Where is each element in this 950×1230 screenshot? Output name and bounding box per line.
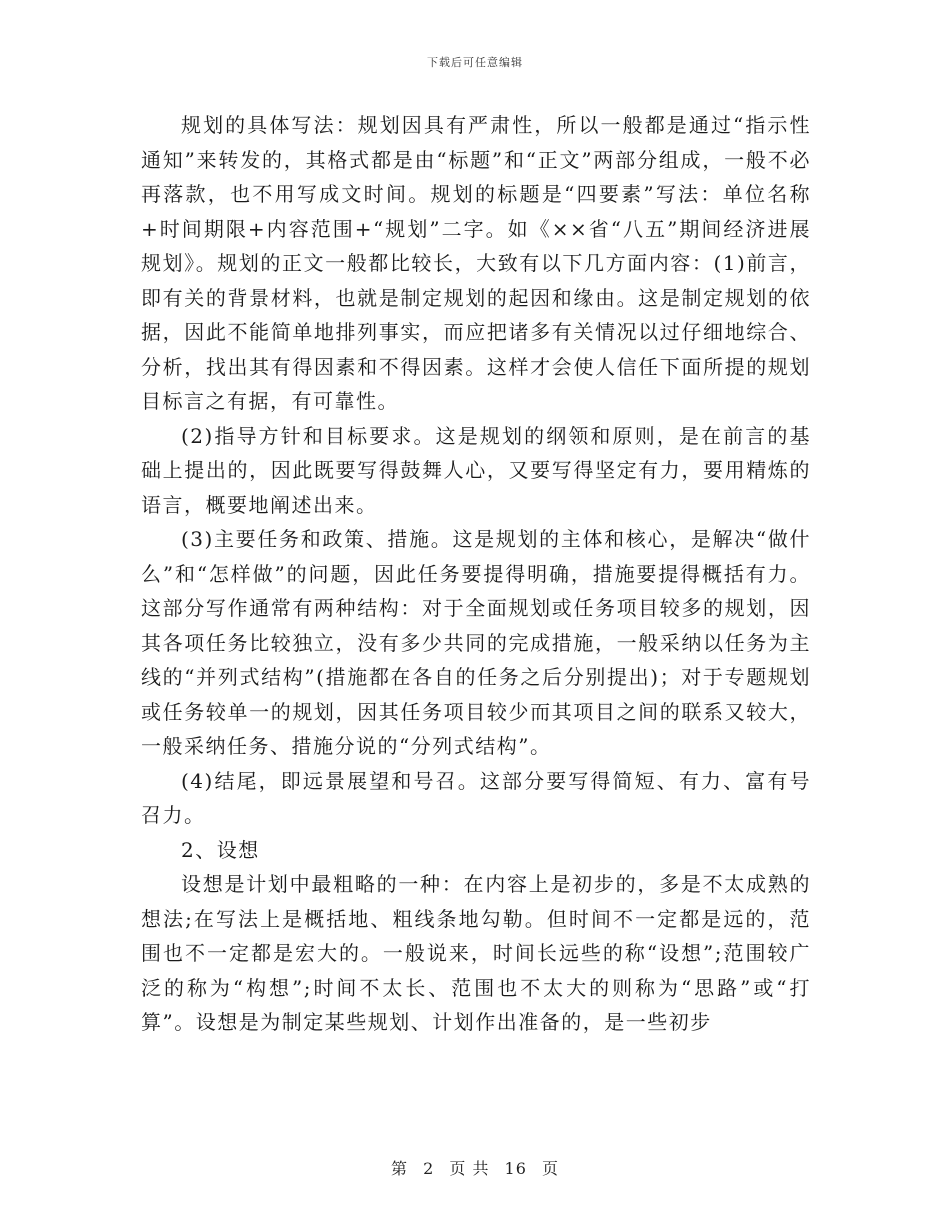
- footer-middle: 页 共: [449, 1159, 490, 1178]
- paragraph-idea: 设想是计划中最粗略的一种：在内容上是初步的，多是不太成熟的想法;在写法上是概括地、粗线条地勾勒。但时间不一定都是远的，范围也不一定都是宏大的。一般说来，时间长远些的称“设想”;范围较广泛的称为“构想”;时间不太长、范围也不太大的则称为“思路”或“打算”。设想是为制定某些规划、计划作出准备的，是一些初步: [141, 872, 811, 1034]
- page-header-note: 下载后可任意编辑: [427, 56, 523, 69]
- footer-prefix: 第: [390, 1159, 408, 1178]
- page-footer: [0, 1156, 950, 1179]
- paragraph-main-tasks: (3)主要任务和政策、措施。这是规划的主体和核心，是解决“做什么”和“怎样做”的问题，因此任务要提得明确，措施要提得概括有力。这部分写作通常有两种结构：对于全面规划或任务项目较多的规划，因其各项任务比较独立，没有多少共同的完成措施，一般采纳以任务为主线的“并列式结构”(措施都在各自的任务之后分别提出)；对于专题规划或任务较单一的规划，因其任务项目较少而其项目之间的联系又较大，一般采纳任务、措施分说的“分列式结构”。: [141, 527, 811, 758]
- footer-suffix: 页: [542, 1159, 560, 1178]
- section-heading-idea: 2、设想: [181, 837, 260, 862]
- total-pages: 16: [504, 1159, 527, 1178]
- document-body: [141, 108, 811, 1040]
- paragraph-plan-writing: 规划的具体写法：规划因具有严肃性，所以一般都是通过“指示性通知”来转发的，其格式都是由“标题”和“正文”两部分组成，一般不必再落款，也不用写成文时间。规划的标题是“四要素”写法：单位名称+时间期限+内容范围+“规划”二字。如《××省“八五”期间经济进展规划》。规划的正文一般都比较长，大致有以下几方面内容：(1)前言，即有关的背景材料，也就是制定规划的起因和缘由。这是制定规划的依据，因此不能简单地排列事实，而应把诸多有关情况以过仔细地综合、分析，找出其有得因素和不得因素。这样才会使人信任下面所提的规划目标言之有据，有可靠性。: [141, 113, 811, 413]
- page-number: 2: [423, 1159, 435, 1178]
- paragraph-guiding-principles: (2)指导方针和目标要求。这是规划的纲领和原则，是在前言的基础上提出的，因此既要写得鼓舞人心，又要写得坚定有力，要用精炼的语言，概要地阐述出来。: [141, 423, 811, 517]
- paragraph-conclusion: (4)结尾，即远景展望和号召。这部分要写得简短、有力、富有号召力。: [141, 768, 811, 827]
